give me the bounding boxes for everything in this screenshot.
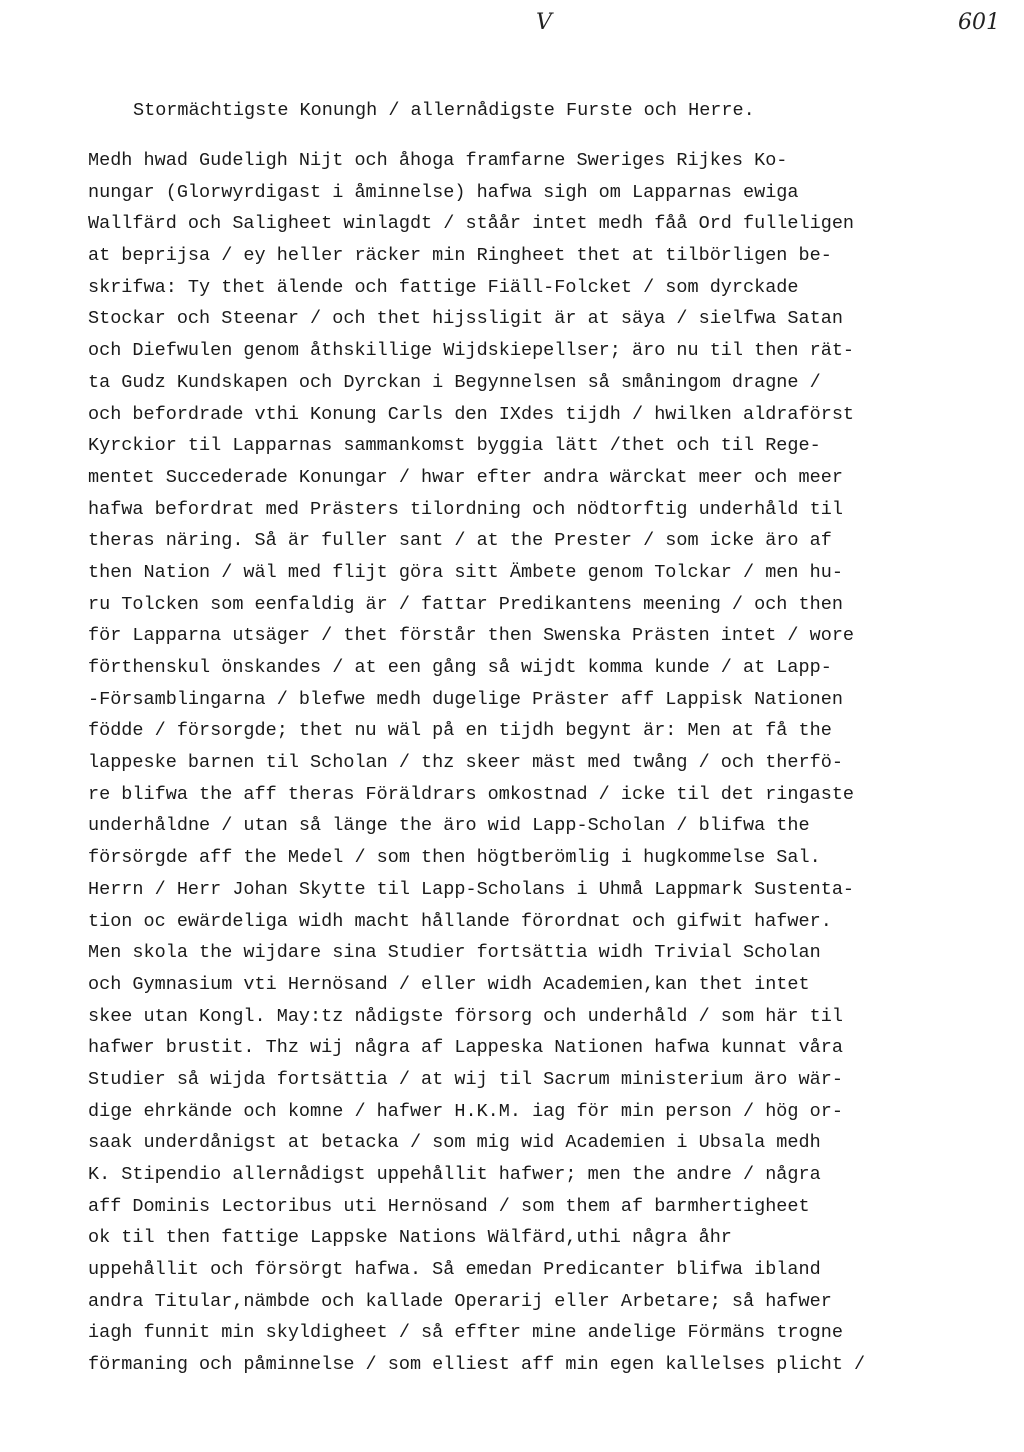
text-line: försörgde aff the Medel / som then högtberömlig i hugkommelse Sal. <box>88 847 821 869</box>
text-line: ta Gudz Kundskapen och Dyrckan i Begynnelsen så småningom dragne / <box>88 371 821 393</box>
text-line: och Diefwulen genom åthskillige Wijdskiepellser; äro nu til then rät- <box>88 340 855 362</box>
text-line: mentet Succederade Konungar / hwar efter andra wärckat meer och meer <box>88 466 843 488</box>
text-line: at beprijsa / ey heller räcker min Ringheet thet at tilbörligen be- <box>88 245 832 267</box>
text-line: Kyrckior til Lapparnas sammankomst byggia lätt /thet och til Rege- <box>88 435 821 457</box>
text-line: hafwer brustit. Thz wij några af Lappeska Nationen hafwa kunnat våra <box>88 1037 843 1059</box>
document-body <box>88 145 968 1381</box>
page-number: 601 <box>958 10 1000 35</box>
text-line: Herrn / Herr Johan Skytte til Lapp-Scholans i Uhmå Lappmark Sustenta- <box>88 878 855 900</box>
text-line: uppehållit och försörgt hafwa. Så emedan Predicanter blifwa ibland <box>88 1259 821 1281</box>
text-line: re blifwa the aff theras Föräldrars omkostnad / icke til det ringaste <box>88 783 855 805</box>
text-line: underhåldne / utan så länge the äro wid Lapp-Scholan / blifwa the <box>88 815 810 837</box>
text-line: Studier så wijda fortsättia / at wij til Sacrum ministerium äro wär- <box>88 1068 843 1090</box>
text-line: theras näring. Så är fuller sant / at the Prester / som icke äro af <box>88 530 832 552</box>
margin-mark-left: V <box>536 10 552 35</box>
text-line: Wallfärd och Saligheet winlagdt / ståår intet medh fåå Ord fulleligen <box>88 213 855 235</box>
text-line: förmaning och påminnelse / som elliest aff min egen kallelses plicht / <box>88 1354 866 1376</box>
text-line: dige ehrkände och komne / hafwer H.K.M. iag för min person / hög or- <box>88 1100 843 1122</box>
text-line: -Församblingarna / blefwe medh dugelige Präster aff Lappisk Nationen <box>88 688 843 710</box>
text-line: förthenskul önskandes / at een gång så wijdt komma kunde / at Lapp- <box>88 657 832 678</box>
text-line: skrifwa: Ty thet älende och fattige Fiäll-Folcket / som dyrckade <box>88 276 799 298</box>
text-line: för Lapparna utsäger / thet förstår then Swenska Prästen intet / wore <box>88 625 855 647</box>
text-line: lappeske barnen til Scholan / thz skeer mäst med twång / och therfö- <box>88 752 843 774</box>
text-line: och Gymnasium vti Hernösand / eller widh Academien,kan thet intet <box>88 973 810 995</box>
salutation: Stormächtigste Konungh / allernådigste Furste och Herre. <box>133 100 755 121</box>
text-line: ok til then fattige Lappske Nations Wälfärd,uthi några åhr <box>88 1227 732 1249</box>
text-line: ru Tolcken som eenfaldig är / fattar Predikantens meening / och then <box>88 593 843 615</box>
text-line: Medh hwad Gudeligh Nijt och åhoga framfarne Sweriges Rijkes Ko- <box>88 150 788 171</box>
text-line: K. Stipendio allernådigst uppehållit hafwer; men the andre / några <box>88 1164 821 1185</box>
text-line: nungar (Glorwyrdigast i åminnelse) hafwa sigh om Lapparnas ewiga <box>88 181 799 203</box>
text-line: tion oc ewärdeliga widh macht hållande förordnat och gifwit hafwer. <box>88 910 832 932</box>
text-line: Men skola the wijdare sina Studier fortsättia widh Trivial Scholan <box>88 942 821 964</box>
text-line: iagh funnit min skyldigheet / så effter mine andelige Förmäns trogne <box>88 1322 843 1344</box>
text-line: then Nation / wäl med flijt göra sitt Ämbete genom Tolckar / men hu- <box>88 561 843 583</box>
text-line: och befordrade vthi Konung Carls den IXdes tijdh / hwilken aldraförst <box>88 403 855 425</box>
text-line: Stockar och Steenar / och thet hijssligit är at säya / sielfwa Satan <box>88 308 843 330</box>
text-line: andra Titular,nämbde och kallade Operarij eller Arbetare; så hafwer <box>88 1290 832 1312</box>
text-line: hafwa befordrat med Prästers tilordning och nödtorftig underhåld til <box>88 498 843 520</box>
text-line: födde / försorgde; thet nu wäl på en tijdh begynt är: Men at få the <box>88 720 832 742</box>
text-line: aff Dominis Lectoribus uti Hernösand / som them af barmhertigheet <box>88 1195 810 1217</box>
text-line: saak underdånigst at betacka / som mig wid Academien i Ubsala medh <box>88 1132 821 1154</box>
text-line: skee utan Kongl. May:tz nådigste försorg och underhåld / som här til <box>88 1005 843 1027</box>
